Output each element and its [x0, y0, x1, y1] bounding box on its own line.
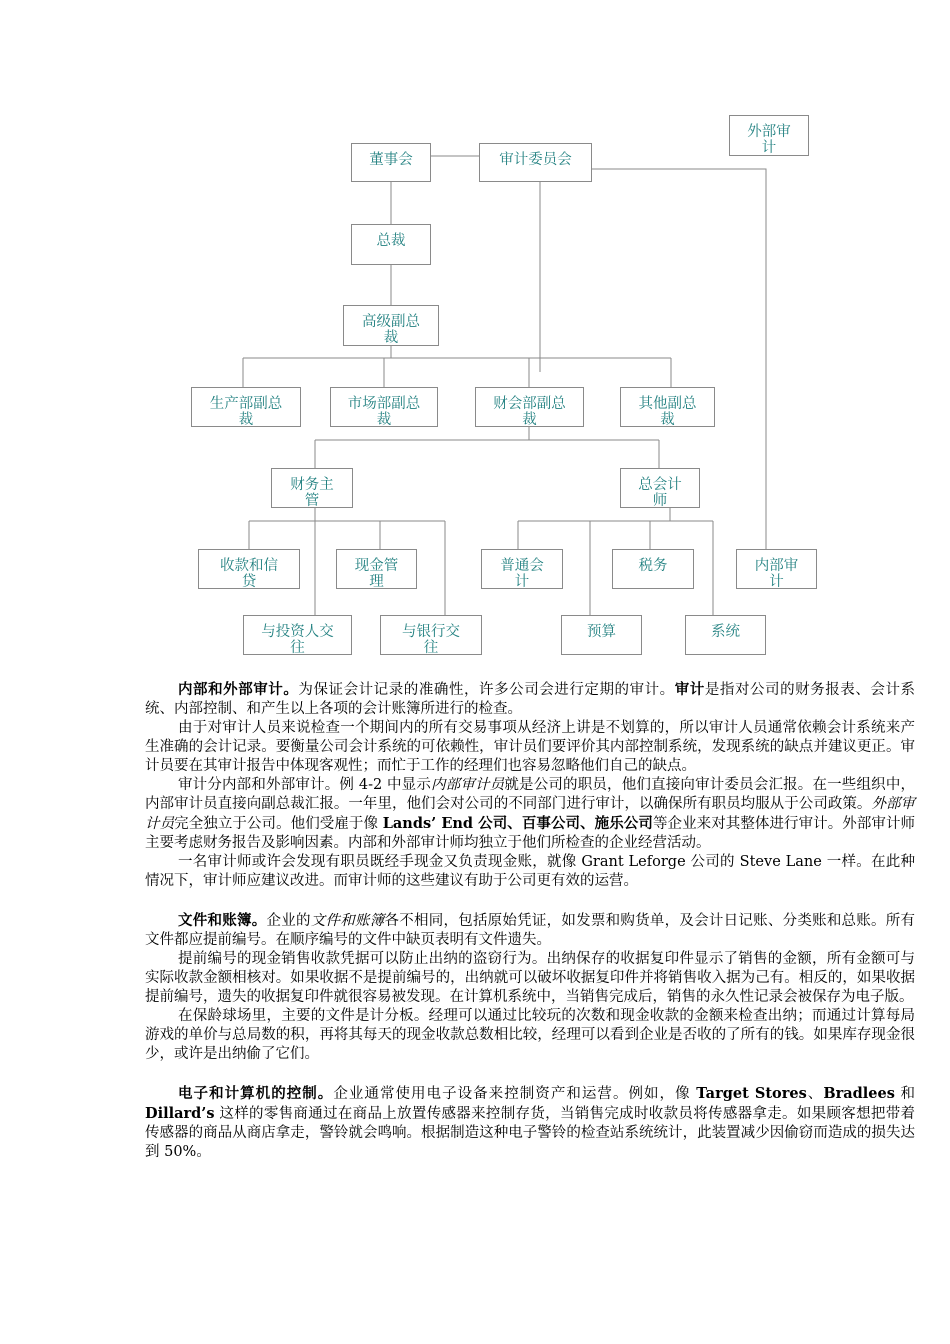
text-span: 企业的: [266, 913, 311, 929]
company-target: Target Stores: [696, 1085, 807, 1102]
node-vp-finance: 财会部副总裁: [475, 387, 584, 427]
term-external-auditor: 外部审计员: [145, 796, 915, 832]
paragraph-bowling-alley: 在保龄球场里，主要的文件是计分板。经理可以通过比较玩的次数和现金收款的金额来检查出纳；而通过计算每局游戏的单价与总局数的积，再将其每天的现金收款总数相比较，经理可以看到企业是否收的了所有的钱。如果库存现金很少，或许是出纳偷了它们。: [145, 1008, 915, 1062]
term-internal-auditor: 内部审计员: [431, 777, 505, 793]
node-board: 董事会: [351, 143, 431, 182]
section-heading-documents: 文件和账簿。: [178, 912, 267, 929]
node-vp-other: 其他副总裁: [620, 387, 715, 427]
paragraph-audit-reliance: 由于对审计人员来说检查一个期间内的所有交易事项从经济上讲是不划算的，所以审计人员通常依赖会计系统来产生准确的会计记录。要衡量公司会计系统的可依赖性，审计员们要评价其内部控制系统，发现系统的缺点并建议更正。审计员要在其审计报告中体现客观性；而忙于工作的经理们也容易忽略他们自己的缺点。: [145, 720, 915, 774]
text-span: 是指对公司的财务报表、会计系统、内部控制、和产生以上各项的会计账簿所进行的检查。: [145, 682, 916, 717]
section-heading-electronic: 电子和计算机的控制。: [178, 1085, 334, 1102]
body-text: [145, 680, 915, 1162]
node-vp-marketing: 市场部副总裁: [330, 387, 438, 427]
node-treasurer: 财务主管: [271, 468, 353, 508]
node-systems: 系统: [685, 615, 766, 655]
paragraph-documents-intro: [145, 911, 915, 950]
text-span: 、: [806, 1086, 824, 1102]
company-names: Lands’ End 公司、百事公司、施乐公司: [382, 815, 653, 832]
paragraph-audit-types: [145, 776, 915, 853]
spacer: [145, 891, 915, 911]
node-credit: 收款和信贷: [198, 549, 300, 589]
company-bradlees: Bradlees: [823, 1085, 895, 1102]
term-documents: 文件和账簿: [310, 913, 385, 929]
text-span: 和: [894, 1086, 916, 1102]
node-general-accounting: 普通会计: [481, 549, 563, 589]
paragraph-prenumbered-receipts: 提前编号的现金销售收款凭据可以防止出纳的盗窃行为。出纳保存的收据复印件显示了销售的金额，所有金额可与实际收款金额相核对。如果收据不是提前编号的，出纳就可以破坏收据复印件并将销售收入据为己有。相反的，如果收据提前编号，遗失的收据复印件就很容易被发现。在计算机系统中，当销售完成后，销售的永久性记录会被保存为电子版。: [145, 951, 915, 1005]
company-dillards: Dillard’s: [145, 1105, 215, 1122]
text-span: 等企业来对其整体进行审计。外部审计师主要考虑财务报告及影响因素。内部和外部审计师均独立于他们所检查的企业经营活动。: [145, 816, 916, 851]
node-investor-relations: 与投资人交往: [243, 615, 352, 655]
node-external-audit: 外部审计: [729, 115, 809, 156]
text-span: 企业通常使用电子设备来控制资产和运营。例如，像: [333, 1086, 697, 1102]
paragraph-electronic-controls: [145, 1084, 915, 1162]
node-bank-relations: 与银行交往: [380, 615, 482, 655]
text-span: 完全独立于公司。他们受雇于像: [174, 816, 383, 832]
section-heading-audits: 内部和外部审计。: [178, 681, 299, 698]
node-senior-vp: 高级副总裁: [343, 305, 439, 346]
node-president: 总裁: [351, 224, 431, 265]
paragraph-auditor-finding: 一名审计师或许会发现有职员既经手现金又负责现金账，就像 Grant Leforge 公司的 Steve Lane 一样。在此种情况下，审计师应建议改进。而审计师的这些建议有助于公司更有效的运营。: [145, 854, 915, 889]
text-span: 审计分内部和外部审计。例 4-2 中显示: [178, 777, 431, 793]
node-budget: 预算: [561, 615, 642, 655]
text-span: 就是公司的职员，他们直接向审计委员会汇报。在一些组织中，内部审计员直接向副总裁汇报。一年里，他们会对公司的不同部门进行审计，以确保所有职员均服从于公司政策。: [145, 777, 915, 812]
paragraph-audit-intro: [145, 680, 915, 719]
text-span: 为保证会计记录的准确性，许多公司会进行定期的审计。: [298, 682, 675, 698]
term-audit: 审计: [674, 681, 705, 698]
node-audit-committee: 审计委员会: [479, 143, 592, 182]
node-vp-production: 生产部副总裁: [191, 387, 301, 427]
node-tax: 税务: [612, 549, 694, 589]
node-internal-audit: 内部审计: [736, 549, 817, 589]
node-controller: 总会计师: [620, 468, 700, 508]
spacer: [145, 1064, 915, 1084]
node-cash-management: 现金管理: [336, 549, 417, 589]
text-span: 各不相同，包括原始凭证，如发票和购货单，及会计日记账、分类账和总账。所有文件都应提前编号。在顺序编号的文件中缺页表明有文件遗失。: [145, 913, 916, 948]
text-span: 这样的零售商通过在商品上放置传感器来控制存货，当销售完成时收款员将传感器拿走。如果顾客想把带着传感器的商品从商店拿走，警铃就会鸣响。根据制造这种电子警铃的检查站系统统计，此装置减少因偷窃而造成的损失达到 50%。: [145, 1106, 915, 1160]
